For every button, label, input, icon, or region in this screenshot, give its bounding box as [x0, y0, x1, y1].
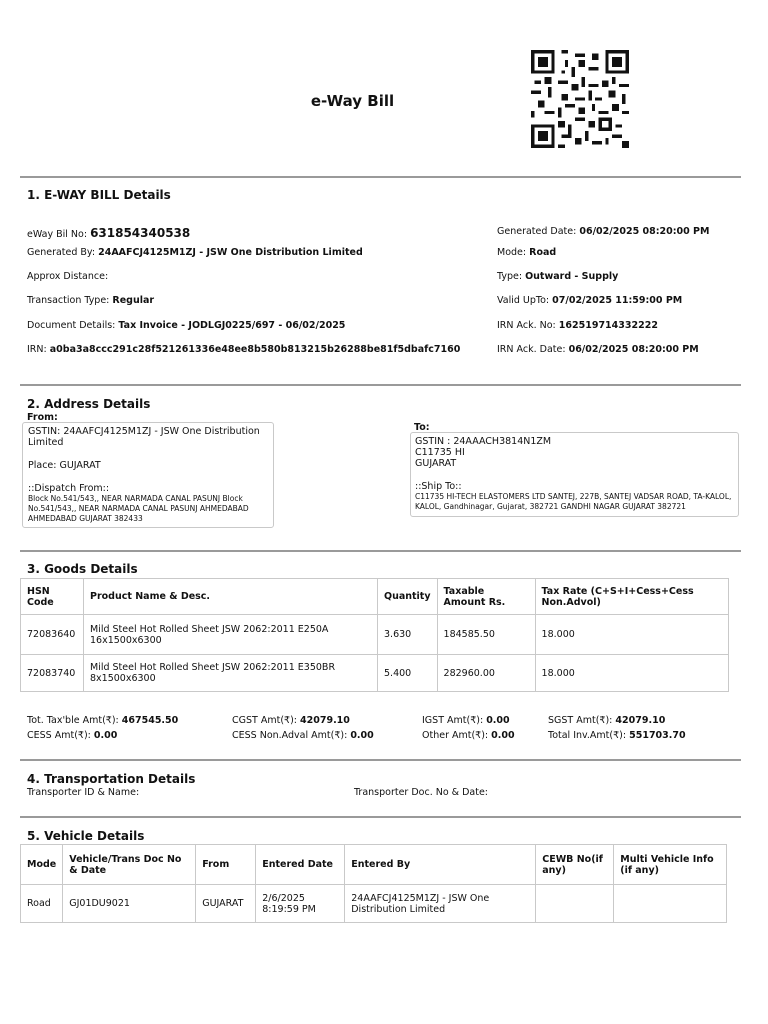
goods-header-row [21, 579, 729, 615]
divider [20, 384, 741, 386]
irn: IRN: a0ba3a8ccc291c28f521261336e48ee8b580b813215b26288be81f5dbafc7160 [27, 344, 461, 355]
goods-header: Quantity [378, 579, 438, 615]
document-details: Document Details: Tax Invoice - JODLGJ0225/697 - 06/02/2025 [27, 320, 346, 331]
goods-table [20, 578, 729, 692]
from-address-box [22, 422, 274, 528]
cess-amount: CESS Amt(₹): 0.00 [27, 730, 118, 741]
vehicle-header: Vehicle/Trans Doc No & Date [63, 845, 196, 885]
goods-header: Tax Rate (C+S+I+Cess+Cess Non.Advol) [535, 579, 728, 615]
vehicle-entered-by: 24AAFCJ4125M1ZJ - JSW One Distribution Limited [345, 885, 536, 923]
to-name: C11735 HI [415, 447, 465, 458]
vehicle-header: Mode [21, 845, 63, 885]
tax-rate: 18.000 [535, 655, 728, 692]
from-label: From: [27, 412, 58, 423]
table-row [21, 615, 729, 655]
vehicle-header: From [196, 845, 256, 885]
vehicle-header-row [21, 845, 727, 885]
transaction-type: Transaction Type: Regular [27, 295, 155, 306]
section-title-goods: 3. Goods Details [27, 562, 138, 576]
divider [20, 176, 741, 178]
total-invoice-amount: Total Inv.Amt(₹): 551703.70 [548, 730, 686, 741]
vehicle-mode: Road [21, 885, 63, 923]
type: Type: Outward - Supply [497, 271, 619, 282]
to-gstin: GSTIN : 24AAACH3814N1ZM [415, 436, 552, 447]
generated-date: Generated Date: 06/02/2025 08:20:00 PM [497, 226, 710, 237]
product-desc: Mild Steel Hot Rolled Sheet JSW 2062:2011 E350BR 8x1500x6300 [84, 655, 378, 692]
from-place: Place: GUJARAT [28, 460, 101, 471]
table-row [21, 655, 729, 692]
to-label: To: [414, 422, 430, 433]
divider [20, 816, 741, 818]
goods-header: HSN Code [21, 579, 84, 615]
generated-by: Generated By: 24AAFCJ4125M1ZJ - JSW One Distribution Limited [27, 247, 363, 258]
transporter-doc: Transporter Doc. No & Date: [354, 787, 489, 798]
dispatch-label: ::Dispatch From:: [28, 483, 110, 494]
other-amount: Other Amt(₹): 0.00 [422, 730, 515, 741]
irn-ack-no: IRN Ack. No: 162519714332222 [497, 320, 658, 331]
ewb-number-label: eWay Bil No: [27, 229, 88, 240]
section-title-ewb-details: 1. E-WAY BILL Details [27, 188, 171, 202]
vehicle-from: GUJARAT [196, 885, 256, 923]
transporter-id: Transporter ID & Name: [27, 787, 140, 798]
ship-to-label: ::Ship To:: [415, 481, 462, 492]
irn-ack-date: IRN Ack. Date: 06/02/2025 08:20:00 PM [497, 344, 699, 355]
hsn-code: 72083740 [21, 655, 84, 692]
ewb-number [27, 226, 190, 240]
vehicle-header: CEWB No(if any) [536, 845, 614, 885]
cgst-amount: CGST Amt(₹): 42079.10 [232, 715, 350, 726]
valid-upto: Valid UpTo: 07/02/2025 11:59:00 PM [497, 295, 683, 306]
multi-vehicle-info [614, 885, 727, 923]
product-desc: Mild Steel Hot Rolled Sheet JSW 2062:2011 E250A 16x1500x6300 [84, 615, 378, 655]
tax-rate: 18.000 [535, 615, 728, 655]
dispatch-address: Block No.541/543,, NEAR NARMADA CANAL PASUNJ Block No.541/543,, NEAR NARMADA CANAL PASUNJ AHMEDABAD AHMEDABAD GUJARAT 382433 [28, 494, 249, 523]
goods-header: Product Name & Desc. [84, 579, 378, 615]
ship-to-address: C11735 HI-TECH ELASTOMERS LTD SANTEJ, 227B, SANTEJ VADSAR ROAD, TA-KALOL, KALOL, Gandhinagar, Gujarat, 382721 GANDHI NAGAR GUJARAT 382721 [415, 492, 732, 511]
divider [20, 550, 741, 552]
sgst-amount: SGST Amt(₹): 42079.10 [548, 715, 666, 726]
section-title-address: 2. Address Details [27, 397, 151, 411]
to-state: GUJARAT [415, 458, 457, 469]
to-address-box [410, 432, 739, 517]
vehicle-header: Multi Vehicle Info (if any) [614, 845, 727, 885]
hsn-code: 72083640 [21, 615, 84, 655]
table-row [21, 885, 727, 923]
vehicle-entered-date: 2/6/2025 8:19:59 PM [256, 885, 345, 923]
vehicle-header: Entered Date [256, 845, 345, 885]
igst-amount: IGST Amt(₹): 0.00 [422, 715, 510, 726]
total-taxable: Tot. Tax'ble Amt(₹): 467545.50 [27, 715, 179, 726]
divider [20, 759, 741, 761]
goods-header: Taxable Amount Rs. [437, 579, 535, 615]
ewb-number-value: 631854340538 [90, 226, 191, 240]
page-title: e-Way Bill [310, 92, 395, 110]
cewb-no [536, 885, 614, 923]
taxable-amount: 282960.00 [437, 655, 535, 692]
approx-distance: Approx Distance: [27, 271, 109, 282]
qr-code [531, 49, 629, 149]
section-title-transport: 4. Transportation Details [27, 772, 196, 786]
vehicle-header: Entered By [345, 845, 536, 885]
generated-by-value: 24AAFCJ4125M1ZJ - JSW One Distribution Limited [98, 247, 363, 258]
vehicle-table [20, 844, 727, 923]
taxable-amount: 184585.50 [437, 615, 535, 655]
quantity: 3.630 [378, 615, 438, 655]
quantity: 5.400 [378, 655, 438, 692]
section-title-vehicle: 5. Vehicle Details [27, 829, 145, 843]
mode: Mode: Road [497, 247, 557, 258]
from-gstin: GSTIN: 24AAFCJ4125M1ZJ - JSW One Distribution Limited [28, 426, 260, 448]
cess-nonadval-amount: CESS Non.Adval Amt(₹): 0.00 [232, 730, 374, 741]
vehicle-number: GJ01DU9021 [63, 885, 196, 923]
